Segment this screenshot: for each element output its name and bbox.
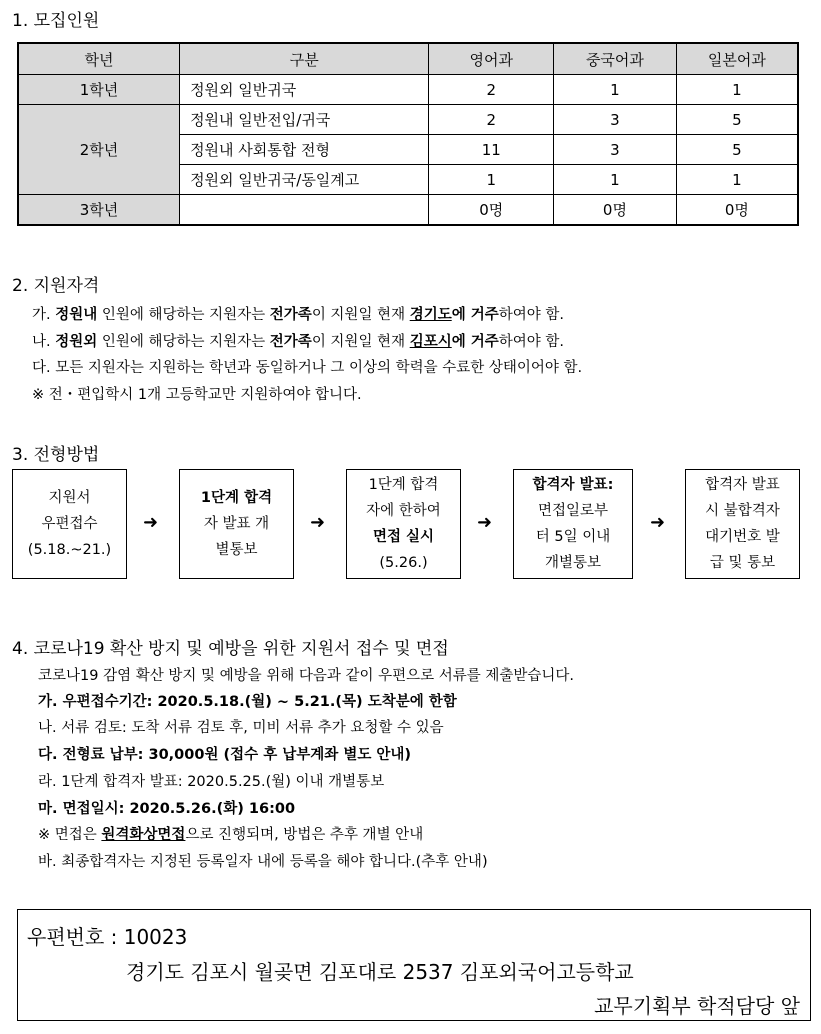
eligibility-ga (32, 303, 564, 324)
step5-line: 급 및 통보 (709, 555, 776, 571)
address-box (17, 909, 811, 1021)
step3-line: 자에 한하여 (366, 503, 441, 519)
covid-ma: 마. 면접일시: 2020.5.26.(화) 16:00 (38, 801, 296, 817)
ga-family: 전가족 (269, 307, 312, 323)
chinese-count: 3 (554, 135, 677, 165)
grade-cell: 2학년 (18, 105, 180, 195)
header-chinese: 중국어과 (554, 43, 677, 75)
step2-line: 1단계 합격 (200, 490, 273, 506)
category-cell (180, 195, 429, 226)
step4-line: 합격자 발표: (532, 477, 614, 493)
ga-quota: 정원내 (55, 307, 98, 323)
eligibility-note: ※ 전・편입학시 1개 고등학교만 지원하여야 합니다. (32, 387, 362, 403)
english-count: 0명 (429, 195, 554, 226)
grade-cell: 1학년 (18, 75, 180, 105)
na-text3: 하여야 함. (498, 334, 565, 350)
ga-text2: 이 지원일 현재 (311, 307, 410, 323)
note-text2: 으로 진행되며, 방법은 추후 개별 안내 (185, 827, 424, 843)
japanese-count: 1 (676, 165, 798, 195)
ga-text3: 하여야 함. (498, 307, 565, 323)
step5-line: 합격자 발표 (705, 477, 780, 493)
header-category: 구분 (180, 43, 429, 75)
covid-note (38, 823, 423, 844)
table-row (18, 75, 798, 105)
header-grade: 학년 (18, 43, 180, 75)
table-header-row (18, 43, 798, 75)
na-quota: 정원외 (55, 334, 98, 350)
table-row (18, 195, 798, 226)
na-region: 김포시 (409, 334, 452, 350)
eligibility-na (32, 330, 564, 351)
step-box-interview (346, 469, 461, 579)
note-remote: 원격화상면접 (101, 827, 186, 843)
section3-title: 3. 전형방법 (12, 445, 100, 465)
category-cell: 정원내 사회통합 전형 (180, 135, 429, 165)
step1-line: (5.18.~21.) (27, 542, 112, 558)
step5-line: 대기번호 발 (705, 529, 780, 545)
arrow-icon: ➜ (477, 512, 493, 533)
na-marker: 나. (32, 334, 56, 350)
english-count: 1 (429, 165, 554, 195)
step5-line: 시 불합격자 (705, 503, 780, 519)
na-reside: 에 거주 (451, 334, 499, 350)
step4-line: 면접일로부 (537, 503, 609, 519)
step-box-first-result (179, 469, 294, 579)
english-count: 2 (429, 105, 554, 135)
category-cell: 정원외 일반귀국/동일계고 (180, 165, 429, 195)
covid-da: 다. 전형료 납부: 30,000원 (접수 후 납부계좌 별도 안내) (38, 747, 412, 763)
ga-region: 경기도 (409, 307, 452, 323)
arrow-icon: ➜ (310, 512, 326, 533)
step-box-final-result (513, 469, 633, 579)
header-english: 영어과 (429, 43, 554, 75)
postal-code: 우편번호 : 10023 (27, 925, 188, 949)
recruitment-table (17, 42, 799, 226)
section2-title: 2. 지원자격 (12, 276, 100, 296)
japanese-count: 0명 (676, 195, 798, 226)
na-text2: 이 지원일 현재 (311, 334, 410, 350)
japanese-count: 1 (676, 75, 798, 105)
covid-intro: 코로나19 감염 확산 방지 및 예방을 위해 다음과 같이 우편으로 서류를 제출받습니다. (38, 668, 574, 684)
step2-line: 별통보 (215, 542, 258, 558)
header-japanese: 일본어과 (676, 43, 798, 75)
covid-ga: 가. 우편접수기간: 2020.5.18.(월) ~ 5.21.(목) 도착분에 한함 (38, 694, 457, 710)
step-box-waitlist (685, 469, 800, 579)
japanese-count: 5 (676, 135, 798, 165)
step1-line: 우편접수 (41, 516, 98, 532)
table-row (18, 105, 798, 135)
step3-line: 1단계 합격 (368, 477, 439, 493)
na-text1: 인원에 해당하는 지원자는 (97, 334, 270, 350)
covid-ra: 라. 1단계 합격자 발표: 2020.5.25.(월) 이내 개별통보 (38, 774, 385, 790)
ga-text1: 인원에 해당하는 지원자는 (97, 307, 270, 323)
note-text1: ※ 면접은 (38, 827, 102, 843)
step4-line: 터 5일 이내 (535, 529, 611, 545)
step3-line: 면접 실시 (372, 529, 435, 545)
step2-line: 자 발표 개 (203, 516, 270, 532)
ga-marker: 가. (32, 307, 56, 323)
step-box-application (12, 469, 127, 579)
chinese-count: 1 (554, 75, 677, 105)
na-family: 전가족 (269, 334, 312, 350)
japanese-count: 5 (676, 105, 798, 135)
recipient-dept: 교무기획부 학적담당 앞 (594, 994, 800, 1018)
step3-line: (5.26.) (379, 555, 428, 571)
grade-cell: 3학년 (18, 195, 180, 226)
step4-line: 개별통보 (544, 555, 602, 571)
ga-reside: 에 거주 (451, 307, 499, 323)
chinese-count: 0명 (554, 195, 677, 226)
covid-ba: 바. 최종합격자는 지정된 등록일자 내에 등록을 해야 합니다.(추후 안내) (38, 854, 488, 870)
arrow-icon: ➜ (143, 512, 159, 533)
chinese-count: 1 (554, 165, 677, 195)
covid-na: 나. 서류 검토: 도착 서류 검토 후, 미비 서류 추가 요청할 수 있음 (38, 720, 444, 736)
section4-title: 4. 코로나19 확산 방지 및 예방을 위한 지원서 접수 및 면접 (12, 639, 449, 659)
english-count: 11 (429, 135, 554, 165)
arrow-icon: ➜ (650, 512, 666, 533)
address-line: 경기도 김포시 월곶면 김포대로 2537 김포외국어고등학교 (126, 960, 634, 984)
eligibility-da: 다. 모든 지원자는 지원하는 학년과 동일하거나 그 이상의 학력을 수료한 상태이어야 함. (32, 360, 583, 376)
english-count: 2 (429, 75, 554, 105)
category-cell: 정원외 일반귀국 (180, 75, 429, 105)
chinese-count: 3 (554, 105, 677, 135)
step1-line: 지원서 (48, 490, 91, 506)
category-cell: 정원내 일반전입/귀국 (180, 105, 429, 135)
section1-title: 1. 모집인원 (12, 11, 100, 31)
